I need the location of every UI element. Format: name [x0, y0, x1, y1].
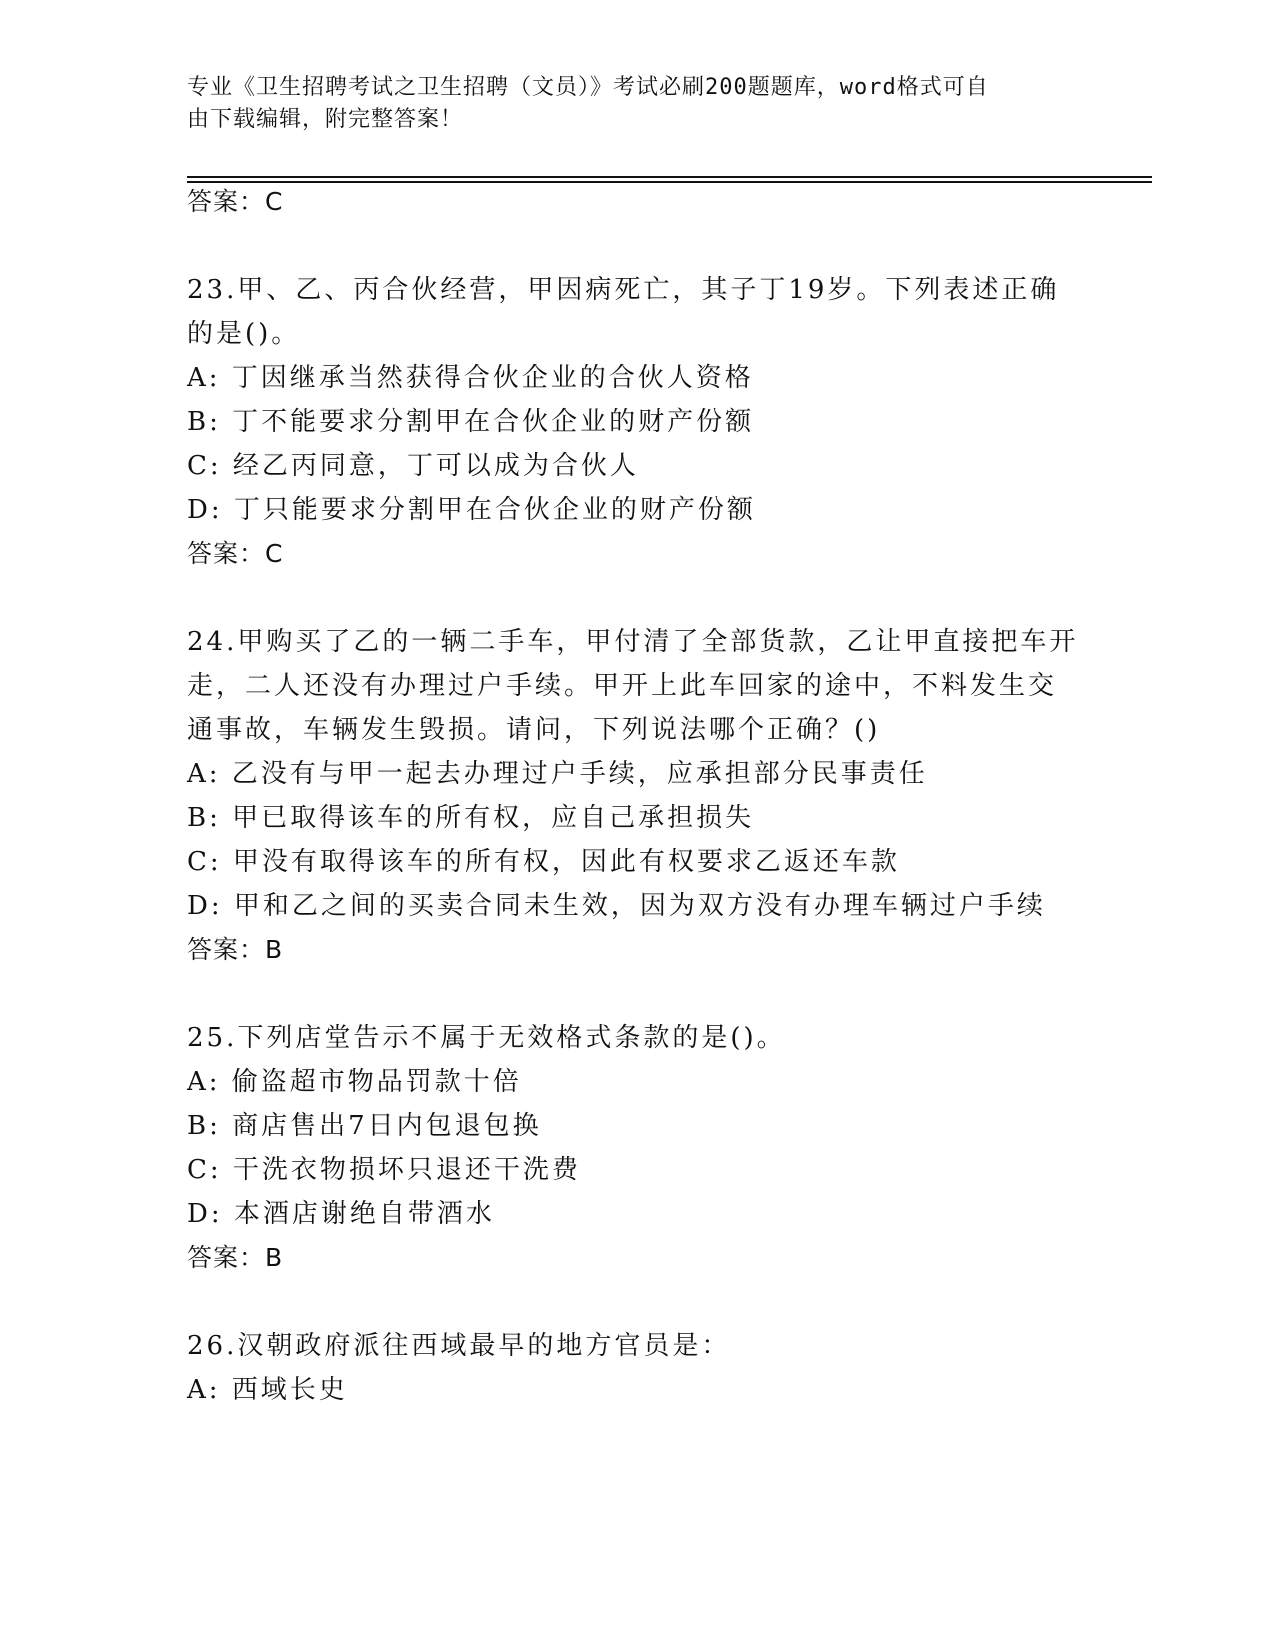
- question-option: D: 本酒店谢绝自带酒水: [187, 1199, 495, 1229]
- question-option: D: 甲和乙之间的买卖合同未生效，因为双方没有办理车辆过户手续: [187, 891, 1046, 921]
- answer-line: 答案：B: [187, 1243, 284, 1272]
- question-stem-line: 23.甲、乙、丙合伙经营，甲因病死亡，其子丁19岁。下列表述正确: [187, 275, 1060, 305]
- header-divider-top: [187, 176, 1152, 178]
- document-header: [187, 72, 1067, 136]
- question-option: A: 西域长史: [187, 1375, 348, 1405]
- question-stem-line: 24.甲购买了乙的一辆二手车，甲付清了全部货款，乙让甲直接把车开: [187, 627, 1079, 657]
- question-stem-line: 25.下列店堂告示不属于无效格式条款的是()。: [187, 1023, 786, 1053]
- answer-line: 答案：C: [187, 539, 284, 568]
- question-option: C: 甲没有取得该车的所有权，因此有权要求乙返还车款: [187, 847, 900, 877]
- header-divider-bottom: [187, 181, 1152, 183]
- question-option: C: 干洗衣物损坏只退还干洗费: [187, 1155, 581, 1185]
- header-line-1: 专业《卫生招聘考试之卫生招聘（文员）》考试必刷200题题库，word格式可自: [187, 75, 989, 100]
- question-option: B: 丁不能要求分割甲在合伙企业的财产份额: [187, 407, 755, 437]
- question-option: B: 甲已取得该车的所有权，应自己承担损失: [187, 803, 755, 833]
- question-stem-line: 26.汉朝政府派往西域最早的地方官员是：: [187, 1331, 731, 1361]
- question-option: A: 丁因继承当然获得合伙企业的合伙人资格: [187, 363, 754, 393]
- question-option: A: 乙没有与甲一起去办理过户手续，应承担部分民事责任: [187, 759, 928, 789]
- question-option: D: 丁只能要求分割甲在合伙企业的财产份额: [187, 495, 756, 525]
- question-option: B: 商店售出7日内包退包换: [187, 1111, 542, 1141]
- question-stem-line: 走，二人还没有办理过户手续。甲开上此车回家的途中，不料发生交: [187, 671, 1058, 701]
- question-option: C: 经乙丙同意，丁可以成为合伙人: [187, 451, 639, 481]
- header-line-2: 由下载编辑，附完整答案！: [187, 107, 464, 132]
- question-option: A: 偷盗超市物品罚款十倍: [187, 1067, 522, 1097]
- answer-line: 答案：B: [187, 935, 284, 964]
- question-stem-line: 的是()。: [187, 319, 301, 349]
- answer-line: 答案：C: [187, 187, 284, 216]
- question-stem-line: 通事故，车辆发生毁损。请问，下列说法哪个正确？(): [187, 715, 881, 745]
